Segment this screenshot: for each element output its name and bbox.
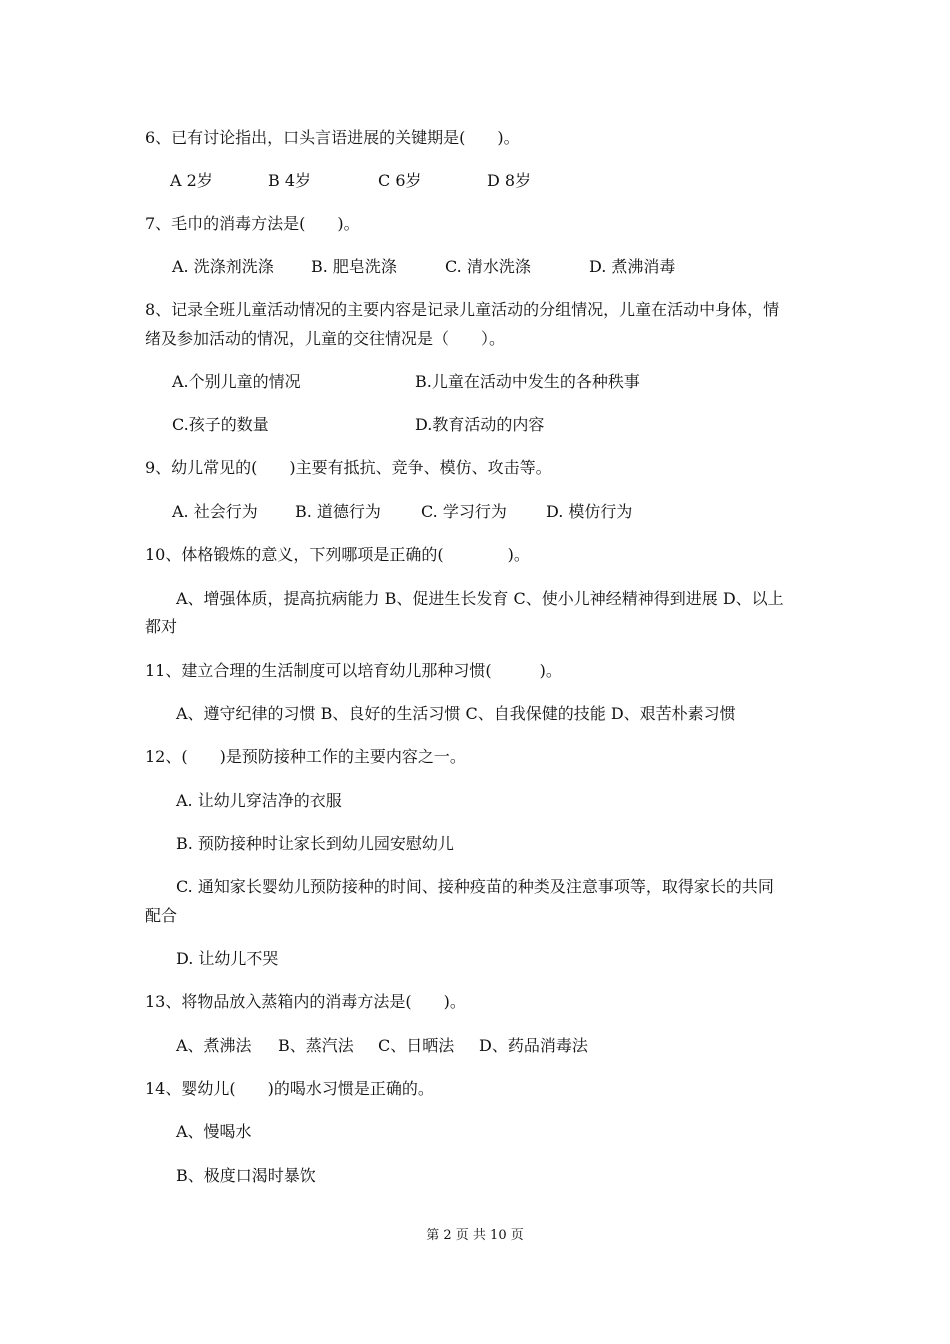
question-9-option-a: A. 社会行为 <box>172 502 258 521</box>
question-14-option-a: A、慢喝水 <box>176 1122 252 1141</box>
question-12-option-c-line-1: C. 通知家长婴幼儿预防接种的时间、接种疫苗的种类及注意事项等，取得家长的共同 <box>176 877 774 896</box>
question-8-option-b: B.儿童在活动中发生的各种秩事 <box>415 372 640 391</box>
question-13-option-d: D、药品消毒法 <box>479 1036 588 1055</box>
question-11-options: A、遵守纪律的习惯 B、良好的生活习惯 C、自我保健的技能 D、艰苦朴素习惯 <box>176 704 736 723</box>
question-14-stem: 14、婴幼儿( )的喝水习惯是正确的。 <box>145 1079 434 1098</box>
question-8-option-d: D.教育活动的内容 <box>415 415 545 434</box>
question-12-stem: 12、( )是预防接种工作的主要内容之一。 <box>145 747 466 766</box>
question-12-option-c-line-2: 配合 <box>145 906 178 925</box>
question-8-stem-line-1: 8、记录全班儿童活动情况的主要内容是记录儿童活动的分组情况，儿童在活动中身体，情 <box>145 300 780 319</box>
question-13-option-c: C、日晒法 <box>378 1036 455 1055</box>
question-9-stem: 9、幼儿常见的( )主要有抵抗、竞争、模仿、攻击等。 <box>145 458 552 477</box>
question-8-option-a: A.个别儿童的情况 <box>172 372 301 391</box>
question-7-option-a: A. 洗涤剂洗涤 <box>172 257 274 276</box>
question-6-option-c: C 6岁 <box>378 171 422 190</box>
question-7-option-c: C. 清水洗涤 <box>445 257 531 276</box>
question-6-stem: 6、已有讨论指出，口头言语进展的关键期是( )。 <box>145 128 520 147</box>
question-12-option-a: A. 让幼儿穿洁净的衣服 <box>176 791 342 810</box>
question-6-option-d: D 8岁 <box>487 171 532 190</box>
question-8-stem-line-2: 绪及参加活动的情况，儿童的交往情况是（ ）。 <box>145 329 506 348</box>
question-7-stem: 7、毛巾的消毒方法是( )。 <box>145 214 360 233</box>
page-footer: 第 2 页 共 10 页 <box>426 1228 524 1243</box>
question-7-option-b: B. 肥皂洗涤 <box>311 257 397 276</box>
question-11-stem: 11、建立合理的生活制度可以培育幼儿那种习惯( )。 <box>145 661 562 680</box>
question-6-option-a: A 2岁 <box>170 171 213 190</box>
question-13-stem: 13、将物品放入蒸箱内的消毒方法是( )。 <box>145 992 466 1011</box>
question-9-option-c: C. 学习行为 <box>421 502 507 521</box>
question-13-option-b: B、蒸汽法 <box>278 1036 354 1055</box>
question-9-option-b: B. 道德行为 <box>295 502 381 521</box>
question-7-option-d: D. 煮沸消毒 <box>589 257 676 276</box>
question-10-stem: 10、体格锻炼的意义，下列哪项是正确的( )。 <box>145 545 530 564</box>
question-6-option-b: B 4岁 <box>268 171 312 190</box>
question-10-options-line-1: A、增强体质，提高抗病能力 B、促进生长发育 C、使小儿神经精神得到进展 D、以上 <box>176 589 784 608</box>
question-14-option-b: B、极度口渴时暴饮 <box>176 1166 316 1185</box>
question-12-option-d: D. 让幼儿不哭 <box>176 949 279 968</box>
question-12-option-b: B. 预防接种时让家长到幼儿园安慰幼儿 <box>176 834 454 853</box>
question-10-options-line-2: 都对 <box>145 617 178 636</box>
question-13-option-a: A、煮沸法 <box>176 1036 252 1055</box>
question-8-option-c: C.孩子的数量 <box>172 415 269 434</box>
question-9-option-d: D. 模仿行为 <box>546 502 633 521</box>
